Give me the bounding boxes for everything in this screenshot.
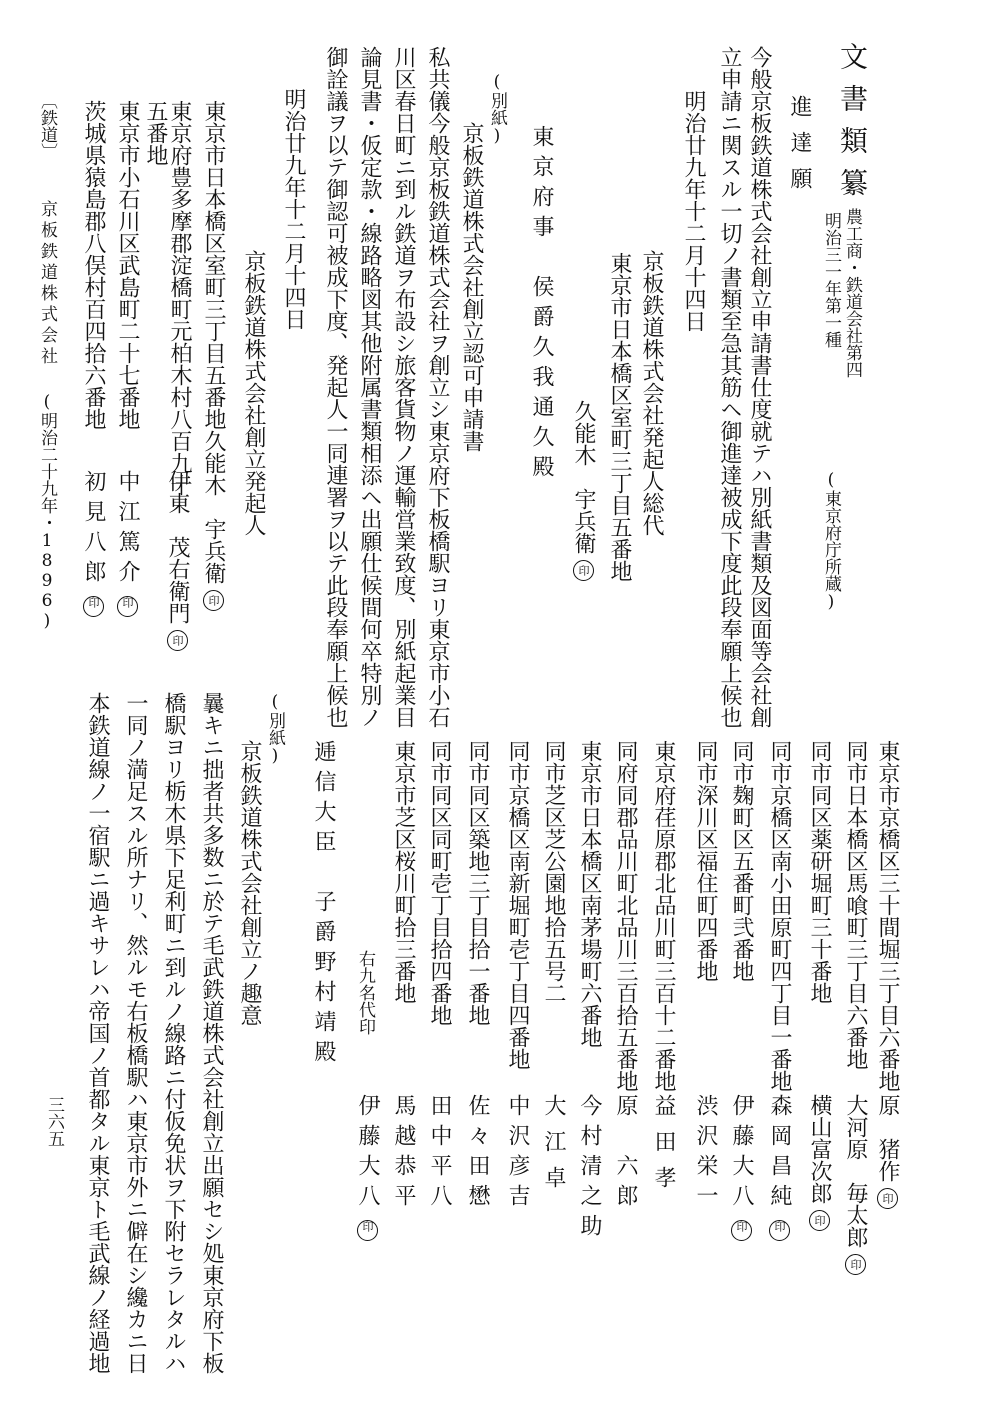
promoter-name-row [166, 470, 188, 651]
promoter-name: 大江卓 [541, 1094, 566, 1202]
category-line2: 明治三一年第一種 [821, 212, 841, 348]
promoter-name-row [356, 1094, 378, 1241]
promoter-name: 中沢彦吉 [505, 1094, 530, 1214]
promoter-name: 伊藤大八 [355, 1094, 380, 1214]
promoter-address: 同市同区薬研堀町三十番地 [807, 740, 832, 1004]
promoter-name: 佐々田懋 [465, 1094, 490, 1214]
attachment1-line3: 論見書・仮定款・線路略図其他附属書類相添ヘ出願仕候間何卒特別ノ [357, 46, 382, 728]
promoter-name-row [768, 1094, 790, 1241]
seal-icon: 印 [167, 630, 188, 651]
promoter-name: 馬越恭平 [391, 1094, 416, 1214]
petition-body-line1: 今般京板鉄道株式会社創立申請書仕度就テハ別紙書類及図面等会社創 [747, 46, 772, 728]
sender-name: 久能木 宇兵衛 [571, 400, 596, 554]
promoter-name: 伊東 茂右衛門 [165, 470, 190, 624]
category-line1: 農工商・鉄道会社第四 [842, 208, 862, 378]
seal-icon: 印 [357, 1220, 378, 1241]
promoter-address: 同市京橋区南小田原町四丁目一番地 [767, 740, 792, 1092]
petition-body-line2: 立申請ニ関スル一切ノ書類至急其筋ヘ御進達被成下度此段奉願上候也 [717, 46, 742, 728]
petition-heading: 進達願 [787, 95, 812, 203]
promoter-address: 同市麹町区五番町弐番地 [729, 740, 754, 982]
promoter-address: 東京府豊多摩郡淀橋町元柏木村八百九十 [167, 100, 192, 496]
attachment1-line2: 川区春日町ニ到ル鉄道ヲ布設シ旅客貨物ノ運輸営業致度、別紙起業目 [391, 46, 416, 728]
addressee: 東京府事 侯爵久我通久殿 [529, 125, 554, 485]
promoter-name-row [730, 1094, 752, 1241]
promoter-name-row [202, 430, 224, 611]
promoter-name: 森岡昌純 [767, 1094, 792, 1214]
attachment2-line4: 本鉄道線ノ一宿駅ニ過キサレハ帝国ノ首都タル東京ト毛武線ノ経過地 [85, 692, 110, 1374]
promoter-name-row [82, 470, 104, 617]
attachment1-line4: 御詮議ヲ以テ御認可被成下度、発起人一同連署ヲ以テ此段奉願上候也 [323, 46, 348, 728]
promoter-address: 茨城県猿島郡八俣村百四拾六番地 [81, 100, 106, 430]
promoter-name: 今村清之助 [577, 1094, 602, 1244]
seal-icon: 印 [117, 596, 138, 617]
promoter-name: 田中平八 [427, 1094, 452, 1214]
promoter-name: 中江篤介 [115, 470, 140, 590]
petition-date: 明治廿九年十二月十四日 [681, 90, 706, 332]
promoter-address: 東京市小石川区武島町二十七番地 [115, 100, 140, 430]
proxy-note: 右九名代印 [355, 950, 375, 1035]
minister-addressee: 逓信大臣 子爵野村靖殿 [311, 740, 336, 1070]
document-title: 文書類纂 [836, 42, 869, 210]
attachment2-line2: 橋駅ヨリ栃木県下足利町ニ到ルノ線路ニ付仮免状ヲ下附セラレタルハ [161, 692, 186, 1374]
attachment2-label: (別紙) [265, 692, 285, 766]
promoter-address: 同市日本橋区馬喰町三丁目六番地 [843, 740, 868, 1070]
promoter-name: 大河原 毎太郎 [843, 1094, 868, 1248]
sender-name-row [572, 400, 594, 581]
promoter-address: 同市芝区芝公園地拾五号二 [541, 740, 566, 1004]
archive-note: (東京府庁所蔵) [821, 470, 841, 612]
footer-section: 〔鉄道〕 [37, 92, 57, 160]
promoter-address: 東京市京橋区三十間堀三丁目六番地 [875, 740, 900, 1092]
promoter-address: 同市同区同町壱丁目拾四番地 [427, 740, 452, 1026]
promoter-address: 同市深川区福住町四番地 [693, 740, 718, 982]
seal-icon: 印 [809, 1210, 830, 1231]
promoter-address: 同市京橋区南新堀町壱丁目四番地 [505, 740, 530, 1070]
attachment2-line1: 曩キニ拙者共多数ニ於テ毛武鉄道株式会社創立出願セシ処東京府下板 [199, 692, 224, 1374]
seal-icon: 印 [731, 1220, 752, 1241]
promoter-name: 横山富次郎 [807, 1094, 832, 1204]
attachment2-title: 京板鉄道株式会社創立ノ趣意 [237, 740, 262, 1026]
attachment1-org: 京板鉄道株式会社創立発起人 [241, 250, 266, 536]
attachment1-line1: 私共儀今般京板鉄道株式会社ヲ創立シ東京府下板橋駅ヨリ東京市小石 [425, 46, 450, 728]
promoter-address-cont: 五番地 [143, 100, 168, 166]
promoter-name: 原 六郎 [613, 1094, 638, 1214]
promoter-address: 東京市日本橋区南茅場町六番地 [577, 740, 602, 1048]
footer-year: (明治二十九年・1896) [37, 392, 57, 631]
promoter-address: 同府同郡品川町北品川三百拾五番地 [613, 740, 638, 1092]
promoter-address: 東京府荏原郡北品川町三百十二番地 [651, 740, 676, 1092]
promoter-name-row [876, 1094, 898, 1209]
seal-icon: 印 [877, 1188, 898, 1209]
seal-icon: 印 [845, 1254, 866, 1275]
attachment1-title: 京板鉄道株式会社創立認可申請書 [459, 122, 484, 452]
promoter-name-row [116, 470, 138, 617]
promoter-name: 渋沢栄一 [693, 1094, 718, 1214]
promoter-address: 同市同区築地三丁目拾一番地 [465, 740, 490, 1026]
promoter-name-row [844, 1094, 866, 1275]
page-number: 三六五 [44, 1096, 64, 1147]
promoter-name: 益田孝 [651, 1094, 676, 1202]
promoter-name: 伊藤大八 [729, 1094, 754, 1214]
promoter-address: 東京市芝区桜川町拾三番地 [391, 740, 416, 1004]
promoter-address: 東京市日本橋区室町三丁目五番地 [201, 100, 226, 430]
promoter-name: 初見八郎 [81, 470, 106, 590]
promoter-name: 久能木 宇兵衛 [201, 430, 226, 584]
sender-org: 京板鉄道株式会社発起人総代 [639, 250, 664, 536]
seal-icon: 印 [769, 1220, 790, 1241]
seal-icon: 印 [573, 560, 594, 581]
promoter-name: 原 猪作 [875, 1094, 900, 1182]
promoter-name-row [808, 1094, 830, 1231]
seal-icon: 印 [83, 596, 104, 617]
attachment1-label: (別紙) [487, 72, 507, 146]
attachment1-date: 明治廿九年十二月十四日 [281, 88, 306, 330]
attachment2-line3: 一同ノ満足スル所ナリ、然ルモ右板橋駅ハ東京市外ニ僻在シ纔カニ日 [123, 692, 148, 1374]
sender-address: 東京市日本橋区室町三丁目五番地 [607, 252, 632, 582]
seal-icon: 印 [203, 590, 224, 611]
footer-company: 京板鉄道株式会社 [37, 200, 57, 368]
